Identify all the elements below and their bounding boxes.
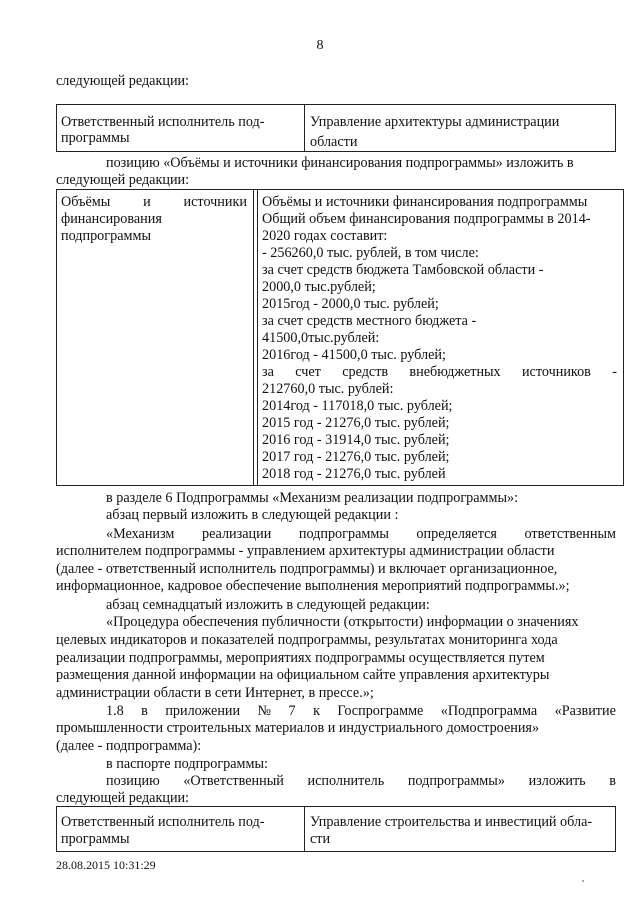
paragraph-text: абзац семнадцатый изложить в следующей редакции: [106,597,430,613]
intro-line: следующей редакции: [56,73,190,89]
word: и [143,194,151,210]
paragraph-text: реализации подпрограммы, мероприятиях подпрограммы осуществляется путем [56,650,545,666]
paragraph-text: администрации области в сети Интернет, в прессе.»; [56,685,374,701]
paragraph-text: «Процедура обеспечения публичности (открытости) информации о значениях [106,614,579,630]
paragraph-text: в паспорте подпрограммы: [106,756,268,772]
table-cell-value: 2017 год - 21276,0 тыс. рублей; [262,449,450,465]
table-cell-value: 212760,0 тыс. рублей: [262,381,394,397]
table-cell-label [61,194,247,211]
word: 1.8 [106,703,124,719]
word: определяется [416,526,497,542]
paragraph-text: информационное, кадровое обеспечение выполнения мероприятий подпрограммы.»; [56,578,570,594]
table-cell-label: Ответственный исполнитель под- [61,814,265,830]
word: «Развитие [554,703,616,719]
table-cell-label: программы [61,130,130,146]
word: за [262,364,274,380]
word: источников [521,364,591,380]
financing-table [56,189,624,486]
table-cell-label: программы [61,831,130,847]
word: реализации [201,526,272,542]
page-number: 8 [316,38,324,53]
table-cell-value: Объёмы и источники финансирования подпрограммы [262,194,588,210]
table-cell-value: Управление строительства и инвестиций обла- [310,814,593,830]
word: - [612,364,617,380]
table-cell-value: 2015 год - 21276,0 тыс. рублей; [262,415,450,431]
word: изложить [528,773,586,789]
word: «Подпрограмма [440,703,538,719]
table-cell-value: за счет средств местного бюджета - [262,313,477,329]
table-divider [304,807,305,851]
word: ответственным [524,526,616,542]
word: средств [342,364,389,380]
word: «Механизм [106,526,175,542]
table-cell-value [262,364,617,381]
paragraph-justified [106,703,616,720]
word: счет [295,364,321,380]
paragraph-position [106,155,616,172]
table-cell-value: Общий объем финансирования подпрограммы в 2014- [262,211,591,227]
word: приложении [165,703,241,719]
word: «Ответственный [183,773,284,789]
table-cell-value: 2000,0 тыс.рублей; [262,279,376,295]
table-cell-value: 2015год - 2000,0 тыс. рублей; [262,296,439,312]
table-cell-label: подпрограммы [61,228,151,244]
word: исполнитель [307,773,385,789]
paragraph-text: в разделе 6 Подпрограммы «Механизм реализации подпрограммы»: [106,490,519,506]
word: позицию [106,773,160,789]
timestamp: 28.08.2015 10:31:29 [56,858,156,872]
paragraph-text: абзац первый изложить в следующей редакции : [106,507,399,523]
paragraph-text: (далее - ответственный исполнитель подпрограммы) и включает организационное, [56,561,558,577]
word: № [257,703,272,719]
table-cell-value: 2016год - 41500,0 тыс. рублей; [262,347,446,363]
paragraph-text: следующей редакции: [56,172,190,188]
table-cell-value: Управление архитектуры администрации [310,114,560,130]
table-cell-value: 2016 год - 31914,0 тыс. рублей; [262,432,450,448]
paragraph-text: промышленности строительных материалов и индустриального домостроения» [56,720,540,736]
word: в [141,703,148,719]
table-cell-value: области [310,134,358,150]
word: 7 [288,703,296,719]
word: источники [183,194,247,210]
paragraph-text: позицию «Объёмы и источники финансирования подпрограммы» изложить в [106,155,574,171]
paragraph-text: исполнителем подпрограммы - управлением архитектуры администрации области [56,543,555,559]
table-cell-label: Ответственный исполнитель под- [61,114,265,130]
paragraph-text: следующей редакции: [56,790,190,806]
word: Объёмы [61,194,111,210]
table-divider [253,190,254,485]
table-cell-value: сти [310,831,331,847]
table-cell-label: финансирования [61,211,162,227]
table-divider [257,190,258,485]
paragraph-text: (далее - подпрограмма): [56,738,202,754]
word: внебюджетных [409,364,501,380]
paragraph-justified [106,773,616,790]
table-cell-value: 2014год - 117018,0 тыс. рублей; [262,398,453,414]
table-cell-value: 41500,0тыс.рублей: [262,330,380,346]
word: в [609,773,616,789]
responsible-executor-table-2 [56,806,616,852]
scan-speck [582,880,584,882]
table-cell-value: за счет средств бюджета Тамбовской области - [262,262,544,278]
word: подпрограммы» [407,773,505,789]
word: подпрограммы [298,526,389,542]
table-cell-value: 2020 годах составит: [262,228,388,244]
responsible-executor-table [56,104,616,152]
paragraph-text: целевых индикаторов и показателей подпрограммы, результатах мониторинга хода [56,632,558,648]
word: к [313,703,320,719]
paragraph-text: размещения данной информации на официальном сайте управления архитектуры [56,667,550,683]
table-cell-value: - 256260,0 тыс. рублей, в том числе: [262,245,479,261]
table-cell-value: 2018 год - 21276,0 тыс. рублей [262,466,446,482]
word: Госпрограмме [337,703,424,719]
paragraph-justified [106,526,616,543]
table-divider [304,105,305,151]
